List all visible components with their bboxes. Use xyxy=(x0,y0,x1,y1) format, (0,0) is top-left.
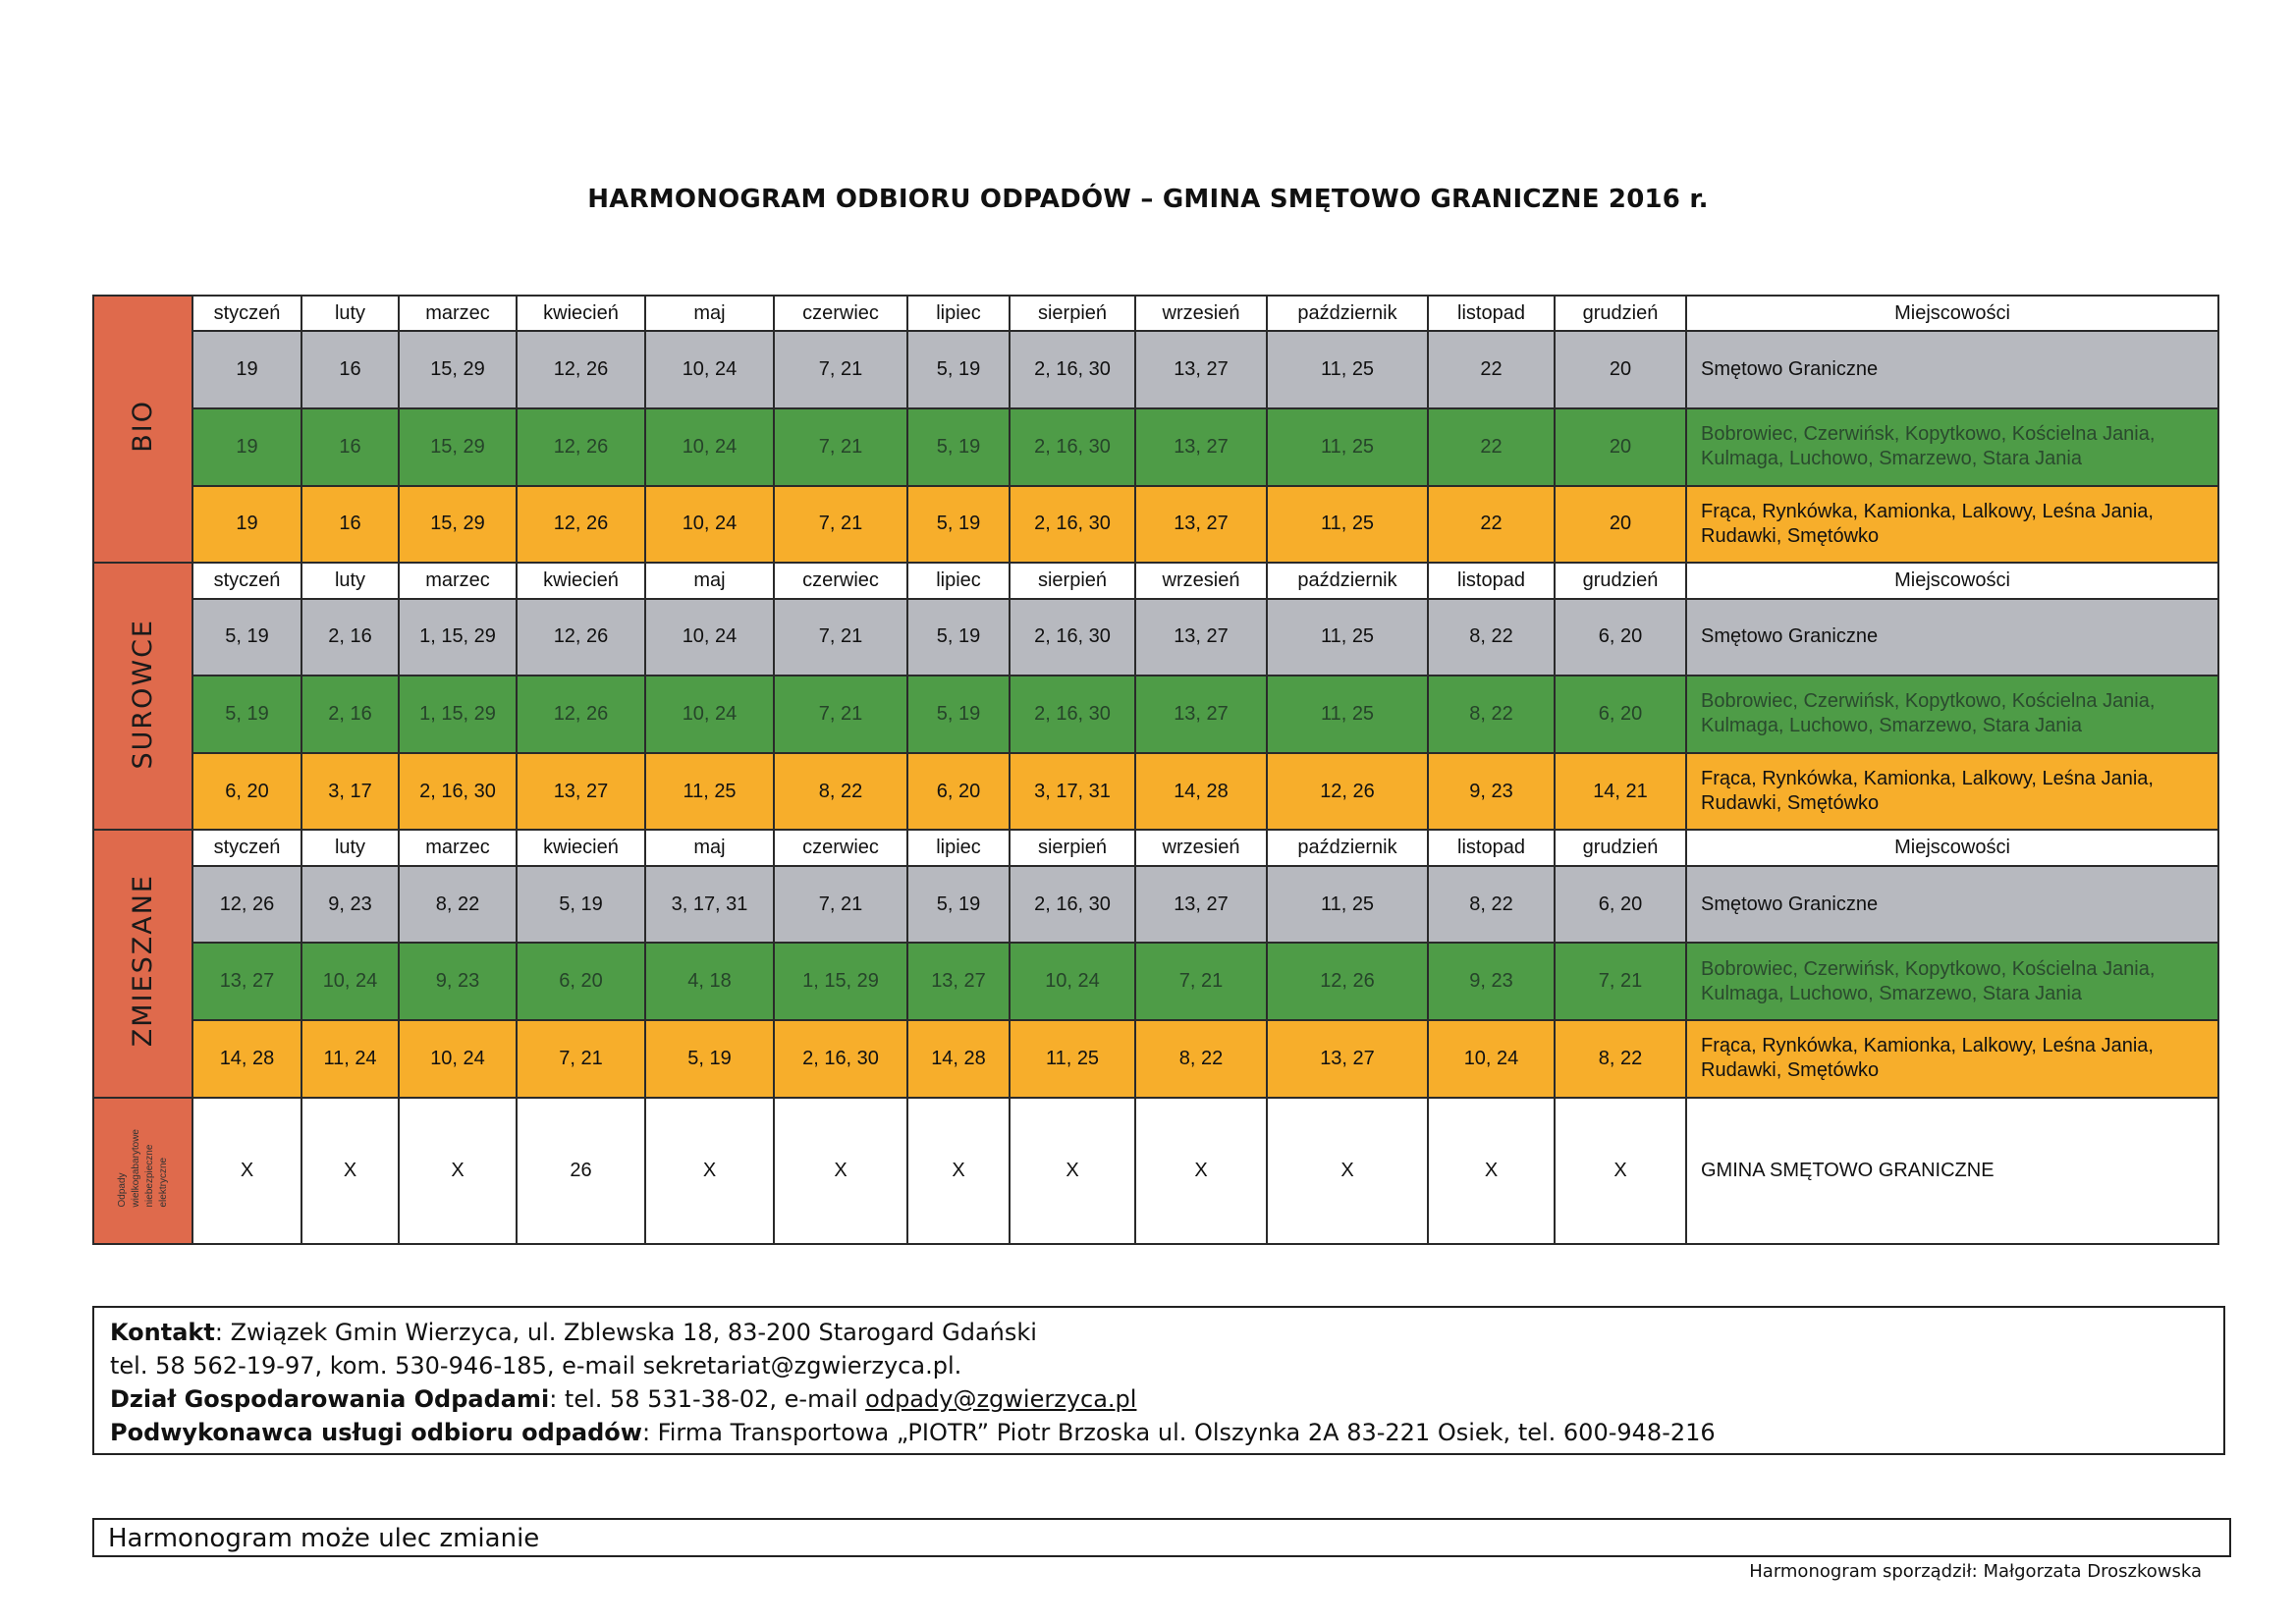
month-header: kwiecień xyxy=(517,830,645,865)
section-label-bio xyxy=(93,296,192,563)
places-cell: Smętowo Graniczne xyxy=(1686,599,2218,676)
waste-dept-phone: : tel. 58 531-38-02, e-mail xyxy=(549,1385,866,1413)
date-cell: 6, 20 xyxy=(1555,676,1686,753)
contact-line-3 xyxy=(110,1382,2208,1416)
date-cell: X xyxy=(192,1098,301,1244)
date-cell: 10, 24 xyxy=(645,331,774,408)
places-cell: Frąca, Rynkówka, Kamionka, Lalkowy, Leśna Jania, Rudawki, Smętówko xyxy=(1686,753,2218,831)
date-cell: X xyxy=(399,1098,517,1244)
month-header: maj xyxy=(645,830,774,865)
date-cell: 12, 26 xyxy=(517,331,645,408)
section-label-bulky xyxy=(93,1098,192,1244)
schedule-row xyxy=(93,943,2218,1020)
date-cell: 2, 16 xyxy=(301,676,399,753)
bulky-label-line: wielkogabarytowe xyxy=(130,1128,141,1208)
places-cell: Smętowo Graniczne xyxy=(1686,331,2218,408)
date-cell: 8, 22 xyxy=(1135,1020,1267,1098)
page-title: HARMONOGRAM ODBIORU ODPADÓW – GMINA SMĘTOWO GRANICZNE 2016 r. xyxy=(587,185,1709,214)
date-cell: 8, 22 xyxy=(1428,866,1555,944)
date-cell: 9, 23 xyxy=(1428,943,1555,1020)
date-cell: 13, 27 xyxy=(517,753,645,831)
date-cell: 13, 27 xyxy=(1135,331,1267,408)
month-header: lipiec xyxy=(907,830,1010,865)
date-cell: 10, 24 xyxy=(645,676,774,753)
date-cell: 7, 21 xyxy=(774,676,907,753)
date-cell: 6, 20 xyxy=(1555,866,1686,944)
date-cell: 22 xyxy=(1428,331,1555,408)
date-cell: 7, 21 xyxy=(774,866,907,944)
section-label-text: SUROWCE xyxy=(128,618,158,770)
date-cell: 22 xyxy=(1428,486,1555,564)
date-cell: 2, 16, 30 xyxy=(399,753,517,831)
date-cell: 9, 23 xyxy=(301,866,399,944)
date-cell: 13, 27 xyxy=(907,943,1010,1020)
date-cell: 10, 24 xyxy=(301,943,399,1020)
date-cell: 9, 23 xyxy=(1428,753,1555,831)
date-cell: X xyxy=(1135,1098,1267,1244)
date-cell: 5, 19 xyxy=(907,676,1010,753)
date-cell: 14, 21 xyxy=(1555,753,1686,831)
date-cell: X xyxy=(645,1098,774,1244)
month-header: czerwiec xyxy=(774,563,907,598)
date-cell: 5, 19 xyxy=(517,866,645,944)
month-header: kwiecień xyxy=(517,296,645,331)
date-cell: 13, 27 xyxy=(1135,486,1267,564)
date-cell: 9, 23 xyxy=(399,943,517,1020)
date-cell: X xyxy=(1555,1098,1686,1244)
month-header: kwiecień xyxy=(517,563,645,598)
date-cell: 6, 20 xyxy=(192,753,301,831)
date-cell: 3, 17, 31 xyxy=(645,866,774,944)
date-cell: 10, 24 xyxy=(1010,943,1135,1020)
month-header-row xyxy=(93,296,2218,331)
date-cell: 11, 24 xyxy=(301,1020,399,1098)
date-cell: 15, 29 xyxy=(399,408,517,486)
month-header: październik xyxy=(1267,563,1428,598)
section-label-text: BIO xyxy=(128,400,158,453)
date-cell: 22 xyxy=(1428,408,1555,486)
date-cell: 11, 25 xyxy=(1267,866,1428,944)
date-cell: 12, 26 xyxy=(1267,943,1428,1020)
month-header: wrzesień xyxy=(1135,296,1267,331)
date-cell: 12, 26 xyxy=(517,599,645,676)
schedule-row xyxy=(93,331,2218,408)
month-header: czerwiec xyxy=(774,296,907,331)
places-cell: GMINA SMĘTOWO GRANICZNE xyxy=(1686,1098,2218,1244)
bulky-label-line: elektryczne xyxy=(157,1157,169,1208)
date-cell: 16 xyxy=(301,331,399,408)
date-cell: 1, 15, 29 xyxy=(774,943,907,1020)
date-cell: 15, 29 xyxy=(399,331,517,408)
date-cell: 2, 16, 30 xyxy=(1010,408,1135,486)
schedule-row xyxy=(93,753,2218,831)
month-header: sierpień xyxy=(1010,830,1135,865)
bulky-label-line: Odpady xyxy=(116,1172,128,1208)
date-cell: 11, 25 xyxy=(1267,676,1428,753)
date-cell: 26 xyxy=(517,1098,645,1244)
month-header: luty xyxy=(301,830,399,865)
month-header-row xyxy=(93,563,2218,598)
date-cell: 11, 25 xyxy=(1010,1020,1135,1098)
schedule-row xyxy=(93,599,2218,676)
date-cell: X xyxy=(1267,1098,1428,1244)
date-cell: 10, 24 xyxy=(645,408,774,486)
schedule-body xyxy=(93,296,2218,1244)
date-cell: 2, 16, 30 xyxy=(1010,676,1135,753)
month-header: maj xyxy=(645,563,774,598)
date-cell: 3, 17, 31 xyxy=(1010,753,1135,831)
date-cell: 20 xyxy=(1555,486,1686,564)
contact-line-4 xyxy=(110,1416,2208,1449)
schedule-row xyxy=(93,408,2218,486)
date-cell: 13, 27 xyxy=(192,943,301,1020)
date-cell: 19 xyxy=(192,486,301,564)
contact-line-1 xyxy=(110,1316,2208,1349)
date-cell: 6, 20 xyxy=(907,753,1010,831)
date-cell: 12, 26 xyxy=(517,676,645,753)
date-cell: 5, 19 xyxy=(907,331,1010,408)
places-cell: Bobrowiec, Czerwińsk, Kopytkowo, Kościelna Jania, Kulmaga, Luchowo, Smarzewo, Stara Jania xyxy=(1686,408,2218,486)
date-cell: 16 xyxy=(301,486,399,564)
date-cell: 19 xyxy=(192,408,301,486)
places-cell: Bobrowiec, Czerwińsk, Kopytkowo, Kościelna Jania, Kulmaga, Luchowo, Smarzewo, Stara Jania xyxy=(1686,943,2218,1020)
waste-dept-email-link[interactable]: odpady@zgwierzyca.pl xyxy=(865,1385,1137,1413)
date-cell: 5, 19 xyxy=(907,599,1010,676)
month-header: lipiec xyxy=(907,563,1010,598)
month-header: wrzesień xyxy=(1135,830,1267,865)
places-header: Miejscowości xyxy=(1686,830,2218,865)
places-header: Miejscowości xyxy=(1686,296,2218,331)
contact-label: Kontakt xyxy=(110,1319,215,1346)
date-cell: 3, 17 xyxy=(301,753,399,831)
date-cell: 2, 16, 30 xyxy=(1010,599,1135,676)
month-header: styczeń xyxy=(192,830,301,865)
date-cell: 11, 25 xyxy=(645,753,774,831)
date-cell: 8, 22 xyxy=(1555,1020,1686,1098)
places-cell: Frąca, Rynkówka, Kamionka, Lalkowy, Leśna Jania, Rudawki, Smętówko xyxy=(1686,1020,2218,1098)
month-header: październik xyxy=(1267,830,1428,865)
date-cell: 10, 24 xyxy=(645,599,774,676)
date-cell: 16 xyxy=(301,408,399,486)
date-cell: 15, 29 xyxy=(399,486,517,564)
date-cell: 5, 19 xyxy=(907,866,1010,944)
date-cell: 13, 27 xyxy=(1267,1020,1428,1098)
date-cell: 14, 28 xyxy=(907,1020,1010,1098)
date-cell: 4, 18 xyxy=(645,943,774,1020)
month-header: sierpień xyxy=(1010,296,1135,331)
month-header: październik xyxy=(1267,296,1428,331)
date-cell: 8, 22 xyxy=(1428,599,1555,676)
date-cell: 11, 25 xyxy=(1267,331,1428,408)
date-cell: 7, 21 xyxy=(1555,943,1686,1020)
date-cell: 2, 16, 30 xyxy=(1010,486,1135,564)
date-cell: 7, 21 xyxy=(1135,943,1267,1020)
places-cell: Frąca, Rynkówka, Kamionka, Lalkowy, Leśna Jania, Rudawki, Smętówko xyxy=(1686,486,2218,564)
date-cell: 11, 25 xyxy=(1267,408,1428,486)
section-label-surowce xyxy=(93,563,192,830)
bulky-label-text xyxy=(116,1129,171,1208)
date-cell: 6, 20 xyxy=(517,943,645,1020)
places-cell: Bobrowiec, Czerwińsk, Kopytkowo, Kościelna Jania, Kulmaga, Luchowo, Smarzewo, Stara Jania xyxy=(1686,676,2218,753)
month-header: luty xyxy=(301,563,399,598)
author-credit: Harmonogram sporządził: Małgorzata Droszkowska xyxy=(1749,1561,2202,1582)
date-cell: 1, 15, 29 xyxy=(399,599,517,676)
month-header: maj xyxy=(645,296,774,331)
month-header: listopad xyxy=(1428,830,1555,865)
date-cell: 20 xyxy=(1555,408,1686,486)
date-cell: 10, 24 xyxy=(1428,1020,1555,1098)
month-header: luty xyxy=(301,296,399,331)
contact-address: : Związek Gmin Wierzyca, ul. Zblewska 18, 83-200 Starogard Gdański xyxy=(214,1319,1037,1346)
date-cell: 6, 20 xyxy=(1555,599,1686,676)
date-cell: 12, 26 xyxy=(192,866,301,944)
month-header: lipiec xyxy=(907,296,1010,331)
date-cell: 5, 19 xyxy=(645,1020,774,1098)
places-cell: Smętowo Graniczne xyxy=(1686,866,2218,944)
date-cell: X xyxy=(301,1098,399,1244)
subcontractor-label: Podwykonawca usługi odbioru odpadów xyxy=(110,1419,642,1446)
month-header: styczeń xyxy=(192,563,301,598)
schedule-row xyxy=(93,676,2218,753)
subcontractor-info: : Firma Transportowa „PIOTR” Piotr Brzoska ul. Olszynka 2A 83-221 Osiek, tel. 600-948-216 xyxy=(641,1419,1716,1446)
date-cell: 11, 25 xyxy=(1267,599,1428,676)
date-cell: 13, 27 xyxy=(1135,599,1267,676)
schedule-row xyxy=(93,866,2218,944)
month-header: listopad xyxy=(1428,563,1555,598)
date-cell: X xyxy=(774,1098,907,1244)
month-header-row xyxy=(93,830,2218,865)
month-header: sierpień xyxy=(1010,563,1135,598)
date-cell: 7, 21 xyxy=(517,1020,645,1098)
date-cell: 5, 19 xyxy=(192,599,301,676)
date-cell: 13, 27 xyxy=(1135,408,1267,486)
date-cell: 14, 28 xyxy=(1135,753,1267,831)
date-cell: 12, 26 xyxy=(517,408,645,486)
month-header: grudzień xyxy=(1555,563,1686,598)
month-header: grudzień xyxy=(1555,830,1686,865)
date-cell: 19 xyxy=(192,331,301,408)
schedule-table xyxy=(92,295,2219,1245)
date-cell: 14, 28 xyxy=(192,1020,301,1098)
bulky-label-line: niebezpieczne xyxy=(143,1144,155,1208)
date-cell: 2, 16, 30 xyxy=(774,1020,907,1098)
month-header: marzec xyxy=(399,563,517,598)
date-cell: 11, 25 xyxy=(1267,486,1428,564)
date-cell: X xyxy=(1010,1098,1135,1244)
date-cell: 12, 26 xyxy=(517,486,645,564)
section-label-zmieszane xyxy=(93,830,192,1097)
date-cell: 2, 16, 30 xyxy=(1010,866,1135,944)
date-cell: 10, 24 xyxy=(645,486,774,564)
month-header: marzec xyxy=(399,830,517,865)
date-cell: 12, 26 xyxy=(1267,753,1428,831)
date-cell: 10, 24 xyxy=(399,1020,517,1098)
date-cell: 5, 19 xyxy=(907,486,1010,564)
month-header: wrzesień xyxy=(1135,563,1267,598)
date-cell: 7, 21 xyxy=(774,408,907,486)
month-header: grudzień xyxy=(1555,296,1686,331)
contact-box xyxy=(92,1306,2225,1455)
schedule-change-note: Harmonogram może ulec zmianie xyxy=(92,1518,2231,1557)
date-cell: 7, 21 xyxy=(774,331,907,408)
section-label-text: ZMIESZANE xyxy=(128,874,158,1048)
month-header: marzec xyxy=(399,296,517,331)
date-cell: 8, 22 xyxy=(1428,676,1555,753)
schedule-row xyxy=(93,486,2218,564)
date-cell: 7, 21 xyxy=(774,486,907,564)
date-cell: 2, 16 xyxy=(301,599,399,676)
places-header: Miejscowości xyxy=(1686,563,2218,598)
date-cell: X xyxy=(907,1098,1010,1244)
contact-line-2: tel. 58 562-19-97, kom. 530-946-185, e-mail sekretariat@zgwierzyca.pl. xyxy=(110,1352,962,1380)
month-header: czerwiec xyxy=(774,830,907,865)
date-cell: 5, 19 xyxy=(192,676,301,753)
date-cell: X xyxy=(1428,1098,1555,1244)
date-cell: 7, 21 xyxy=(774,599,907,676)
date-cell: 13, 27 xyxy=(1135,866,1267,944)
date-cell: 2, 16, 30 xyxy=(1010,331,1135,408)
bulky-waste-row xyxy=(93,1098,2218,1244)
date-cell: 8, 22 xyxy=(774,753,907,831)
date-cell: 1, 15, 29 xyxy=(399,676,517,753)
date-cell: 8, 22 xyxy=(399,866,517,944)
date-cell: 13, 27 xyxy=(1135,676,1267,753)
schedule-row xyxy=(93,1020,2218,1098)
waste-dept-label: Dział Gospodarowania Odpadami xyxy=(110,1385,550,1413)
month-header: listopad xyxy=(1428,296,1555,331)
date-cell: 20 xyxy=(1555,331,1686,408)
date-cell: 5, 19 xyxy=(907,408,1010,486)
month-header: styczeń xyxy=(192,296,301,331)
